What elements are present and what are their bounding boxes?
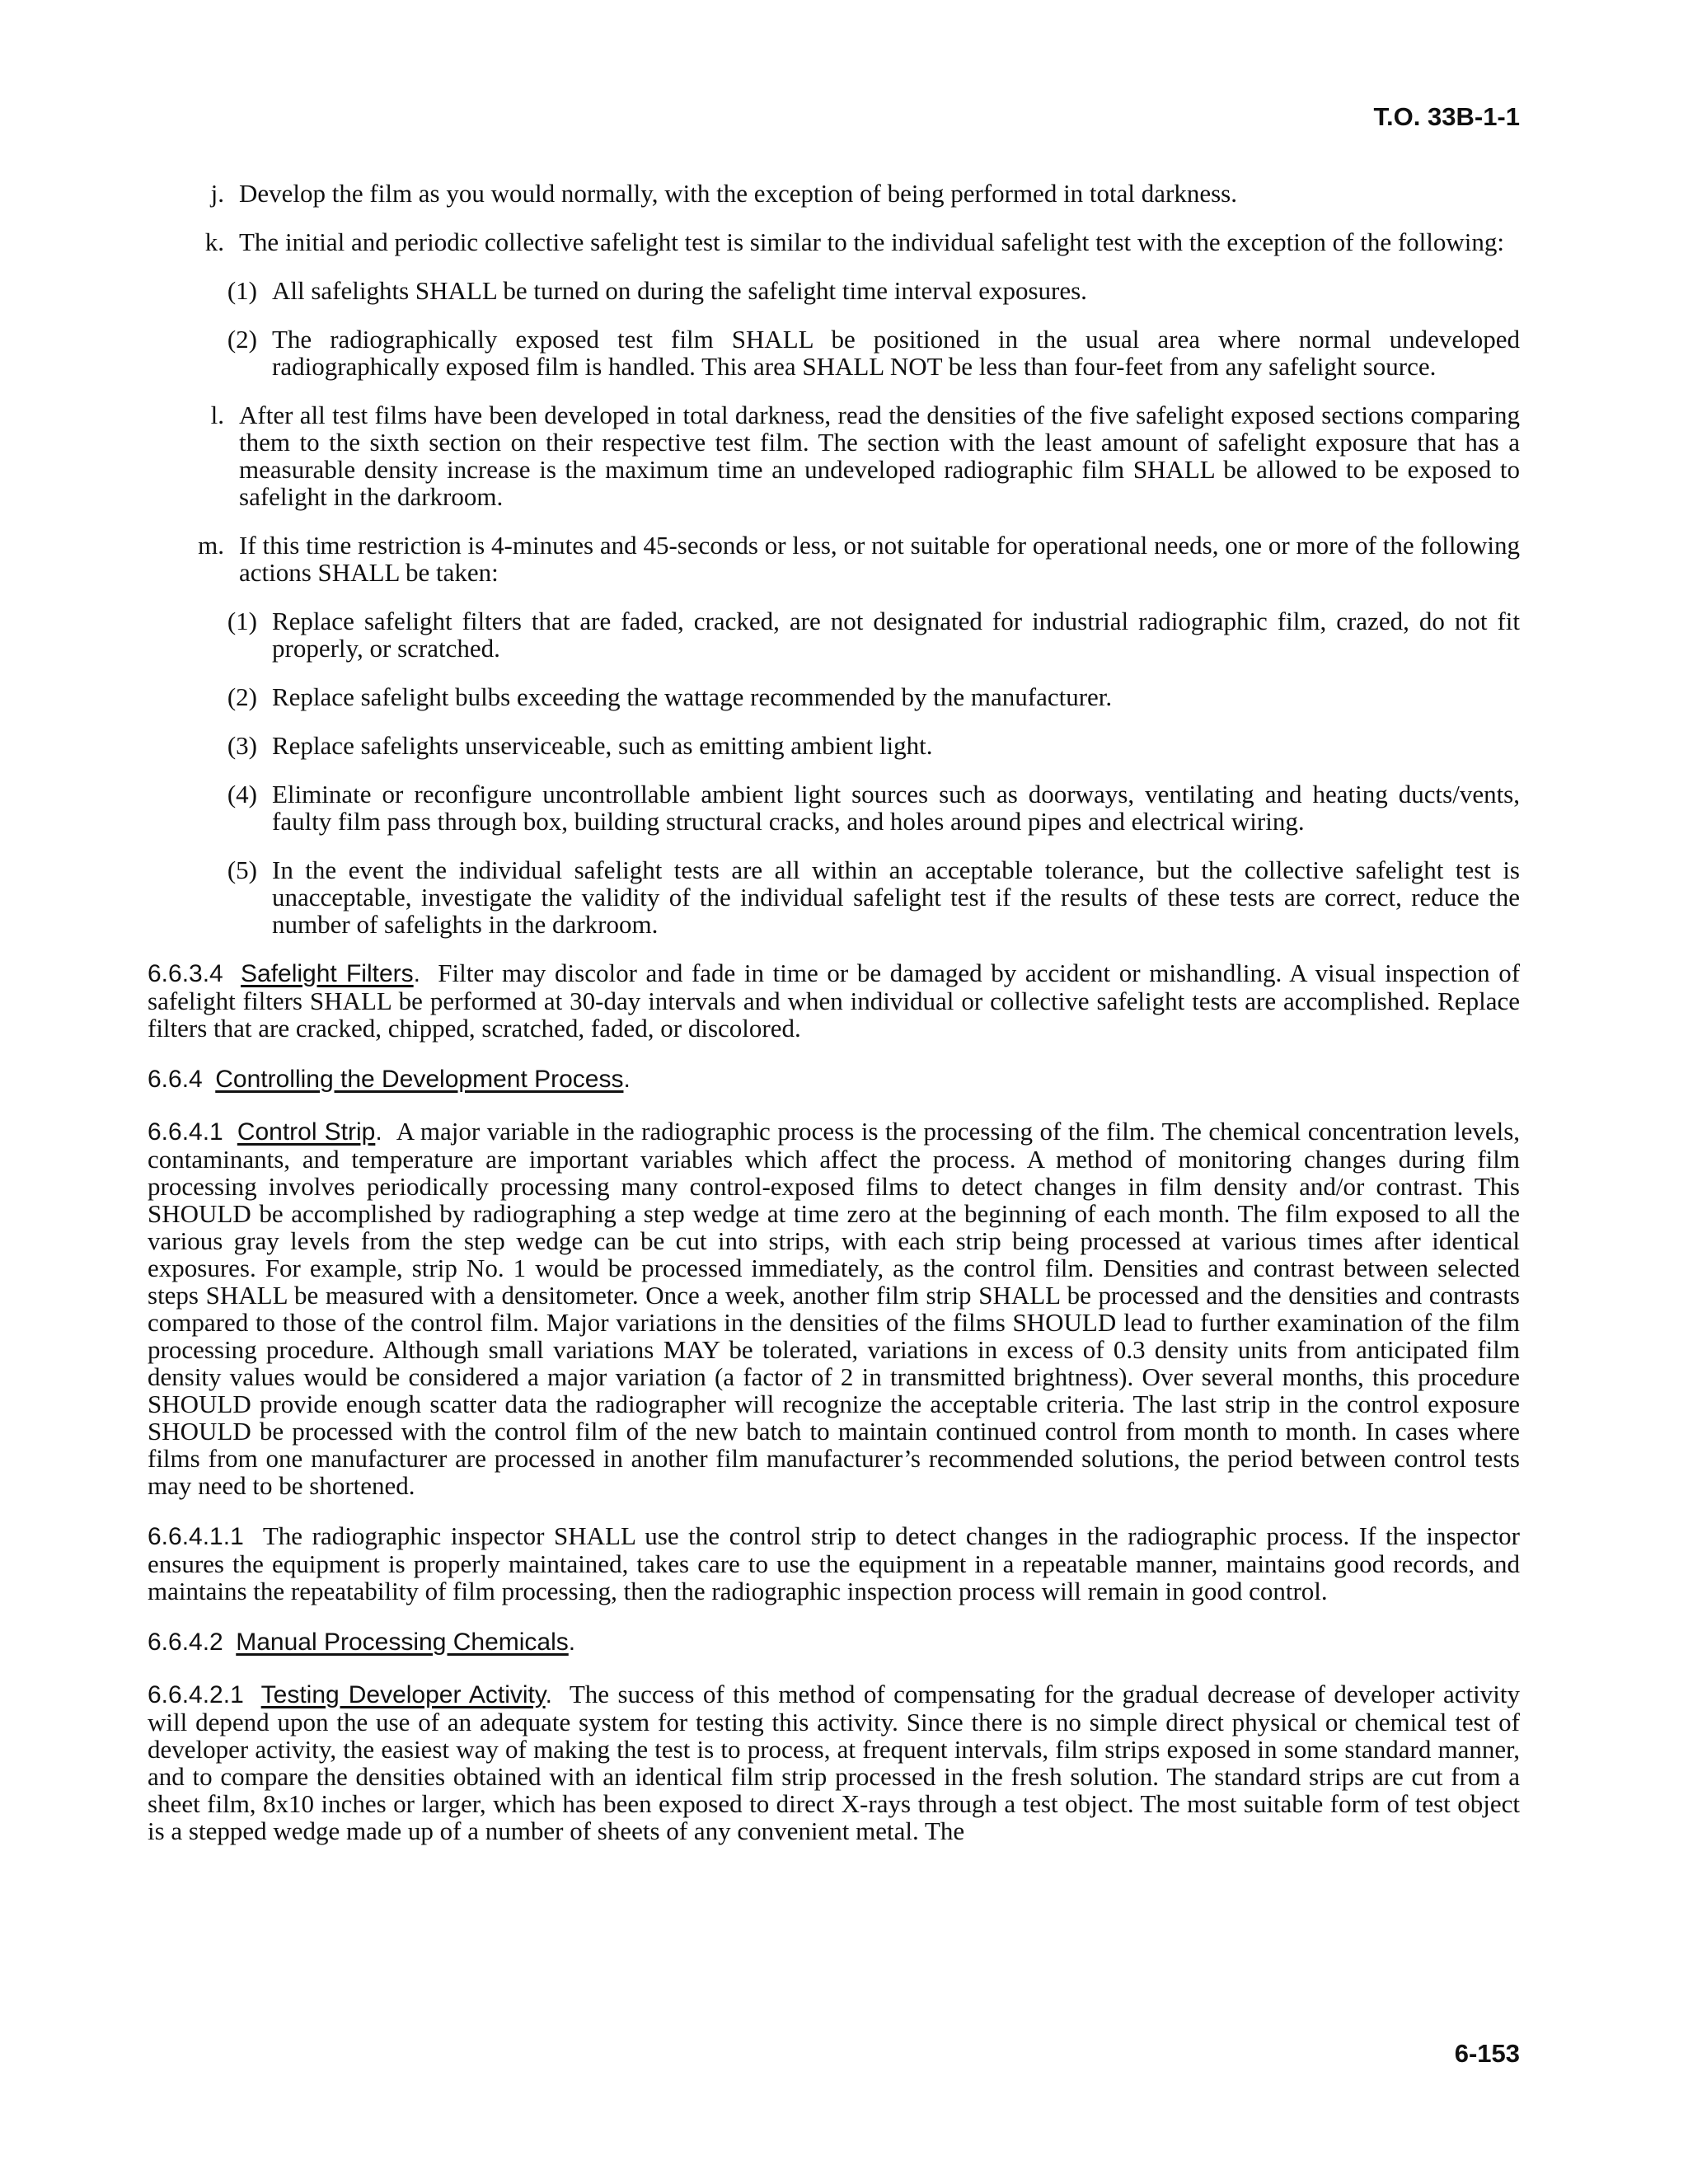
paragraph-body: A major variable in the radiographic process is the processing of the film. The chemical concentration levels, contaminants, and temperature are important variables which affect the process. A method of monitoring changes during film processing involves periodically processing many control-exposed films to detect changes in film density and/or contrast. This SHOULD be accomplished by radiographing a step wedge at time zero at the beginning of each month. The film exposed to all the various gray levels from the step wedge can be cut into strips, with each strip being processed at various times after identical exposures. For example, strip No. 1 would be processed immediately, as the control film. Densities and contrast between selected steps SHALL be measured with a densitometer. Once a week, another film strip SHALL be processed and the densities and contrasts compared to those of the control film. Major variations in the densities of the films SHOULD lead to further examination of the film processing procedure. Although small variations MAY be tolerated, variations in excess of 0.3 density units from anticipated film density values would be considered a major variation (a factor of 2 in transmitted brightness). Over several months, this procedure SHOULD provide enough scatter data the radiographer will recognize the acceptable criteria. The last strip in the control exposure SHOULD be processed with the control film of the new batch to maintain continued control from month to month. In cases where films from one manufacturer are processed in another film manufacturer’s recommended solutions, the period between control tests may need to be shortened. [148, 1117, 1521, 1500]
heading-6-6-4: 6.6.4 Controlling the Development Process. [148, 1066, 631, 1093]
paragraph-number: 6.6.4 [148, 1066, 203, 1093]
step-label: j. [210, 179, 224, 208]
paragraph-title: Controlling the Development Process [215, 1066, 624, 1093]
paragraph-title: Safelight Filters [241, 960, 414, 987]
paragraph-title: Testing Developer Activity [260, 1681, 546, 1708]
paragraph-6-6-4-1-1 [148, 1522, 1520, 1605]
step-m [148, 532, 1520, 586]
step-text: Develop the film as you would normally, with the exception of being performed in total darkness. [239, 179, 1237, 208]
step-label: l. [210, 401, 224, 429]
substep-m-4 [148, 780, 1520, 835]
substep-label: (2) [227, 325, 257, 354]
substep-label: (1) [227, 276, 257, 305]
paragraph-6-6-4-1: 6.6.4.1 Control Strip. A major variable in the radiographic process is the processing of the film. The chemical concentration levels, contaminants, and temperature are important variables which affect the process. A method of monitoring changes during film processing involves periodically processing many control-exposed films to detect changes in film density and/or contrast. This SHOULD be accomplished by radiographing a step wedge at time zero at the beginning of each month. The film exposed to all the various gray levels from the step wedge can be cut into strips, with each strip being processed at various times after identical exposures. For example, strip No. 1 would be processed immediately, as the control film. Densities and contrast between selected steps SHALL be measured with a densitometer. Once a week, another film strip SHALL be processed and the densities and contrasts compared to those of the control film. Major variations in the densities of the films SHOULD lead to further examination of the film processing procedure. Although small variations MAY be tolerated, variations in excess of 0.3 density units from anticipated film density values would be considered a major variation (a factor of 2 in transmitted brightness). Over several months, this procedure SHOULD provide enough scatter data the radiographer will recognize the acceptable criteria. The last strip in the control exposure SHOULD be processed with the control film of the new batch to maintain continued control from month to month. In cases where films from one manufacturer are processed in another film manufacturer’s recommended solutions, the period between control tests may need to be shortened. [148, 1117, 1521, 1500]
paragraph-number: 6.6.4.2.1 [148, 1681, 244, 1708]
substep-m-2 [148, 683, 1520, 710]
step-label: m. [198, 531, 224, 560]
substep-label: (5) [227, 855, 257, 884]
step-l [148, 401, 1520, 510]
paragraph-body: Filter may discolor and fade in time or be damaged by accident or mishandling. A visual inspection of safelight filters SHALL be performed at 30-day intervals and when individual or collective safelight tests are accomplished. Replace filters that are cracked, chipped, scratched, faded, or discolored. [148, 958, 1521, 1043]
substep-text: All safelights SHALL be turned on during the safelight time interval exposures. [272, 276, 1087, 305]
paragraph-number: 6.6.4.1.1 [148, 1523, 244, 1550]
substep-k-1 [148, 277, 1520, 304]
paragraph-title: Control Strip [237, 1118, 376, 1146]
step-text: The initial and periodic collective safelight test is similar to the individual safelight test with the exception of the following: [239, 227, 1504, 256]
substep-label: (4) [227, 780, 257, 808]
paragraph-body: The radiographic inspector SHALL use the control strip to detect changes in the radiographic process. If the inspector ensures the equipment is properly maintained, takes care to use the equipment in a repeatable manner, maintains good records, and maintains the repeatability of film processing, then the radiographic inspection process will remain in good control. [148, 1521, 1521, 1605]
substep-text: The radiographically exposed test film SHALL be positioned in the usual area where normal undeveloped radiographically exposed film is handled. This area SHALL NOT be less than four-feet from any safelight source. [272, 325, 1520, 381]
substep-m-3 [148, 732, 1520, 759]
paragraph-number: 6.6.3.4 [148, 960, 223, 987]
heading-6-6-4-2: 6.6.4.2 Manual Processing Chemicals. [148, 1629, 576, 1656]
substep-text: Replace safelight bulbs exceeding the wattage recommended by the manufacturer. [272, 682, 1113, 711]
page-number: 6-153 [1454, 2039, 1520, 2068]
paragraph-number: 6.6.4.1 [148, 1118, 223, 1146]
substep-m-5 [148, 856, 1520, 938]
page-body [148, 180, 1520, 1844]
substep-text: Replace safelight filters that are faded, cracked, are not designated for industrial radiographic film, crazed, do not fit properly, or scratched. [272, 607, 1520, 663]
substep-k-2 [148, 326, 1520, 380]
paragraph-title: Manual Processing Chemicals [236, 1629, 569, 1656]
substep-text: In the event the individual safelight tests are all within an acceptable tolerance, but the collective safelight test is unacceptable, investigate the validity of the individual safelight test if the results of these tests are correct, reduce the number of safelights in the darkroom. [272, 855, 1520, 939]
step-text: After all test films have been developed in total darkness, read the densities of the five safelight exposed sections comparing them to the sixth section on their respective test film. The section with the least amount of safelight exposure that has a measurable density increase is the maximum time an undeveloped radiographic film SHALL be allowed to be exposed to safelight in the darkroom. [239, 401, 1520, 511]
substep-m-1 [148, 607, 1520, 662]
step-k [148, 228, 1520, 255]
paragraph-number: 6.6.4.2 [148, 1629, 223, 1656]
step-j [148, 180, 1520, 207]
step-text: If this time restriction is 4-minutes and 45-seconds or less, or not suitable for operational needs, one or more of the following actions SHALL be taken: [239, 531, 1520, 587]
document-id: T.O. 33B-1-1 [1373, 102, 1520, 131]
substep-text: Eliminate or reconfigure uncontrollable ambient light sources such as doorways, ventilating and heating ducts/vents, faulty film pass through box, building structural cracks, and holes around pipes and electrical wiring. [272, 780, 1520, 836]
substep-label: (3) [227, 731, 257, 760]
paragraph-6-6-4-2-1: 6.6.4.2.1 Testing Developer Activity. The success of this method of compensating for the gradual decrease of developer activity will depend upon the use of an adequate system for testing this activity. Since there is no simple direct physical or chemical test of developer activity, the easiest way of making the test is to process, at frequent intervals, film strips exposed in some standard manner, and to compare the densities obtained with an identical film strip processed in the fresh solution. The standard strips are cut from a sheet film, 8x10 inches or larger, which has been exposed to direct X-rays through a test object. The most suitable form of test object is a stepped wedge made up of a number of sheets of any convenient metal. The [148, 1680, 1521, 1845]
paragraph-body: The success of this method of compensating for the gradual decrease of developer activity will depend upon the use of an adequate system for testing this activity. Since there is no simple direct physical or chemical test of developer activity, the easiest way of making the test is to process, at frequent intervals, film strips exposed in some standard manner, and to compare the densities obtained with an identical film strip processed in the fresh solution. The standard strips are cut from a sheet film, 8x10 inches or larger, which has been exposed to direct X-rays through a test object. The most suitable form of test object is a stepped wedge made up of a number of sheets of any convenient metal. The [148, 1680, 1521, 1845]
substep-label: (1) [227, 607, 257, 635]
paragraph-6-6-3-4: 6.6.3.4 Safelight Filters. Filter may discolor and fade in time or be damaged by accident or mishandling. A visual inspection of safelight filters SHALL be performed at 30-day intervals and when individual or collective safelight tests are accomplished. Replace filters that are cracked, chipped, scratched, faded, or discolored. [148, 958, 1521, 1043]
step-label: k. [204, 227, 224, 256]
substep-label: (2) [227, 682, 257, 711]
substep-text: Replace safelights unserviceable, such as emitting ambient light. [272, 731, 933, 760]
